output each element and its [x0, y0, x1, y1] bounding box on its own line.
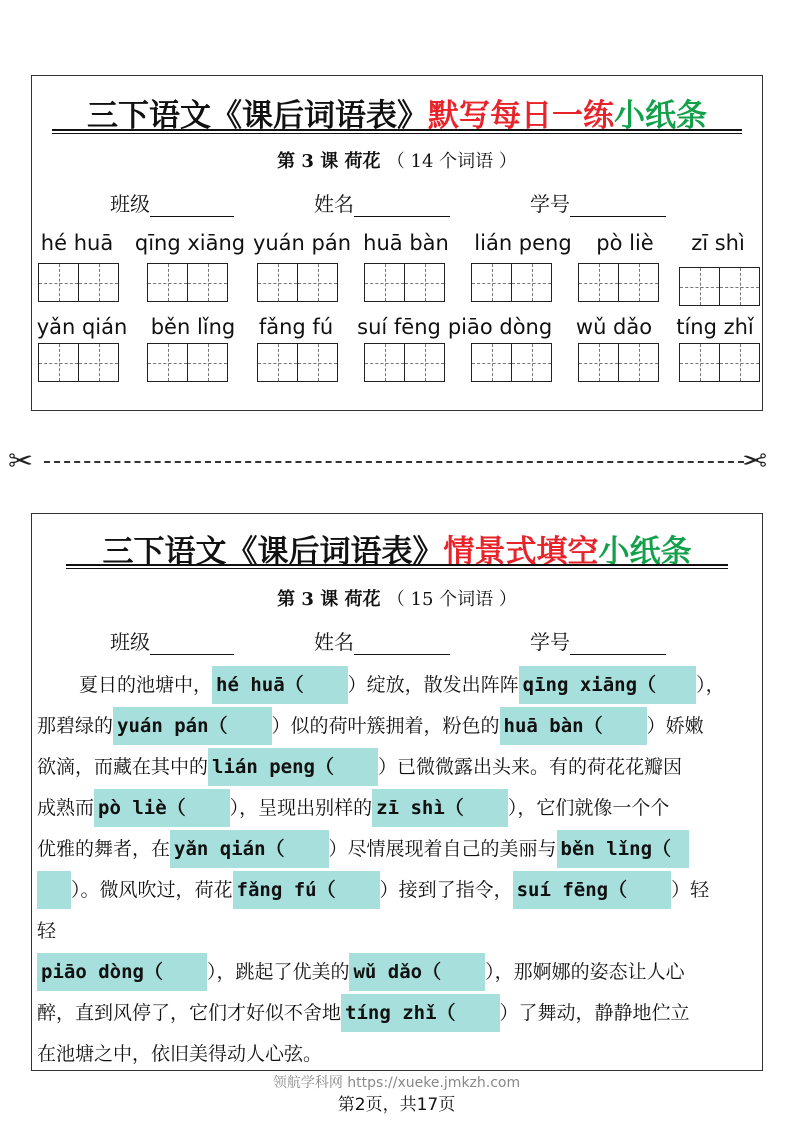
- writing-grid[interactable]: [679, 267, 760, 306]
- passage-line: 优雅的舞者，在 yǎn qián（ ）尽情展现着自己的美丽与 běn lǐng（: [37, 829, 757, 870]
- scissors-icon: ✂: [8, 444, 34, 479]
- student-number-field[interactable]: 学号: [530, 626, 666, 655]
- writing-grid[interactable]: [578, 343, 659, 382]
- answer-blank[interactable]: běn lǐng（: [557, 830, 690, 868]
- answer-blank[interactable]: yǎn qián（: [170, 830, 329, 868]
- student-number-field[interactable]: 学号: [530, 188, 666, 217]
- title-underline-thin: [52, 133, 742, 134]
- lesson-heading: 第 3 课 荷花 （ 14 个词语 ）: [277, 151, 517, 172]
- title-underline-thin: [66, 568, 728, 569]
- writing-grid[interactable]: [257, 263, 338, 302]
- passage-line: 欲滴，而藏在其中的 lián peng（ ）已微微露出头来。有的荷花花瓣因: [37, 747, 757, 788]
- word-pinyin: hé huā: [40, 231, 114, 255]
- scissors-icon: ✂: [742, 444, 768, 479]
- writing-grid[interactable]: [471, 263, 552, 302]
- word-pinyin: lián peng: [474, 231, 572, 255]
- page-number: 第2页，共17页: [337, 1095, 456, 1115]
- card-title: 三下语文《课后词语表》默写每日一练小纸条: [87, 98, 707, 134]
- answer-blank[interactable]: yuán pán（: [113, 707, 272, 745]
- cut-line: [44, 461, 744, 463]
- word-pinyin: tíng zhǐ: [676, 315, 754, 339]
- answer-blank[interactable]: lián peng（: [208, 748, 378, 786]
- word-pinyin: wǔ dǎo: [575, 315, 653, 339]
- word-pinyin: qīng xiāng: [134, 231, 246, 255]
- answer-blank[interactable]: piāo dòng（: [37, 953, 207, 991]
- writing-grid[interactable]: [147, 263, 228, 302]
- passage-line: 轻: [37, 920, 57, 942]
- passage-line: 在池塘之中，依旧美得动人心弦。: [37, 1043, 323, 1065]
- writing-grid[interactable]: [578, 263, 659, 302]
- passage-line: ）。微风吹过，荷花 fǎng fú（ ）接到了指令， suí fēng（ ）轻: [37, 870, 757, 911]
- answer-blank[interactable]: wǔ dǎo（: [349, 953, 485, 991]
- writing-grid[interactable]: [679, 343, 760, 382]
- answer-blank[interactable]: suí fēng（: [513, 871, 672, 909]
- word-pinyin: fǎng fú: [258, 315, 334, 339]
- name-field[interactable]: 姓名: [314, 626, 450, 655]
- passage-line: 夏日的池塘中， hé huā（ ）绽放，散发出阵阵 qīng xiāng（ ），: [37, 665, 757, 706]
- passage-line: 醉，直到风停了，它们才好似不舍地 tíng zhǐ（ ）了舞动，静静地伫立: [37, 993, 757, 1034]
- answer-blank[interactable]: pò liè（: [94, 789, 230, 827]
- title-underline: [66, 564, 728, 566]
- passage: [37, 665, 757, 1075]
- answer-blank[interactable]: [37, 871, 71, 909]
- word-pinyin: pò liè: [596, 231, 654, 255]
- word-pinyin: suí fēng: [357, 315, 441, 339]
- title-underline: [52, 129, 742, 131]
- passage-line: 成熟而 pò liè（ ），呈现出别样的 zī shì（ ），它们就像一个个: [37, 788, 757, 829]
- writing-grid[interactable]: [364, 343, 445, 382]
- lesson-heading: 第 3 课 荷花 （ 15 个词语 ）: [277, 589, 517, 610]
- answer-blank[interactable]: qīng xiāng（: [519, 666, 696, 704]
- word-pinyin: běn lǐng: [150, 315, 236, 339]
- word-pinyin: zī shì: [691, 231, 745, 255]
- answer-blank[interactable]: huā bàn（: [500, 707, 647, 745]
- writing-grid[interactable]: [38, 343, 119, 382]
- writing-grid[interactable]: [257, 343, 338, 382]
- word-pinyin: yuán pán: [252, 231, 352, 255]
- writing-grid[interactable]: [471, 343, 552, 382]
- word-pinyin: yǎn qián: [36, 315, 128, 339]
- class-field[interactable]: 班级: [110, 626, 234, 655]
- answer-blank[interactable]: fǎng fú（: [233, 871, 380, 909]
- answer-blank[interactable]: zī shì（: [372, 789, 508, 827]
- watermark-text: 领航学科网 https://xueke.jmkzh.com: [272, 1075, 521, 1091]
- word-pinyin: piāo dòng: [447, 315, 553, 339]
- answer-blank[interactable]: tíng zhǐ（: [341, 994, 500, 1032]
- writing-grid[interactable]: [38, 263, 119, 302]
- word-pinyin: huā bàn: [363, 231, 449, 255]
- name-field[interactable]: 姓名: [314, 188, 450, 217]
- dictation-card: [31, 75, 763, 411]
- writing-grid[interactable]: [364, 263, 445, 302]
- passage-line: 那碧绿的 yuán pán（ ）似的荷叶簇拥着，粉色的 huā bàn（ ）娇嫩: [37, 706, 757, 747]
- answer-blank[interactable]: hé huā（: [212, 666, 348, 704]
- card-title: 三下语文《课后词语表》情景式填空小纸条: [102, 534, 692, 570]
- writing-grid[interactable]: [147, 343, 228, 382]
- passage-line: piāo dòng（ ），跳起了优美的 wǔ dǎo（ ），那婀娜的姿态让人心: [37, 952, 757, 993]
- class-field[interactable]: 班级: [110, 188, 234, 217]
